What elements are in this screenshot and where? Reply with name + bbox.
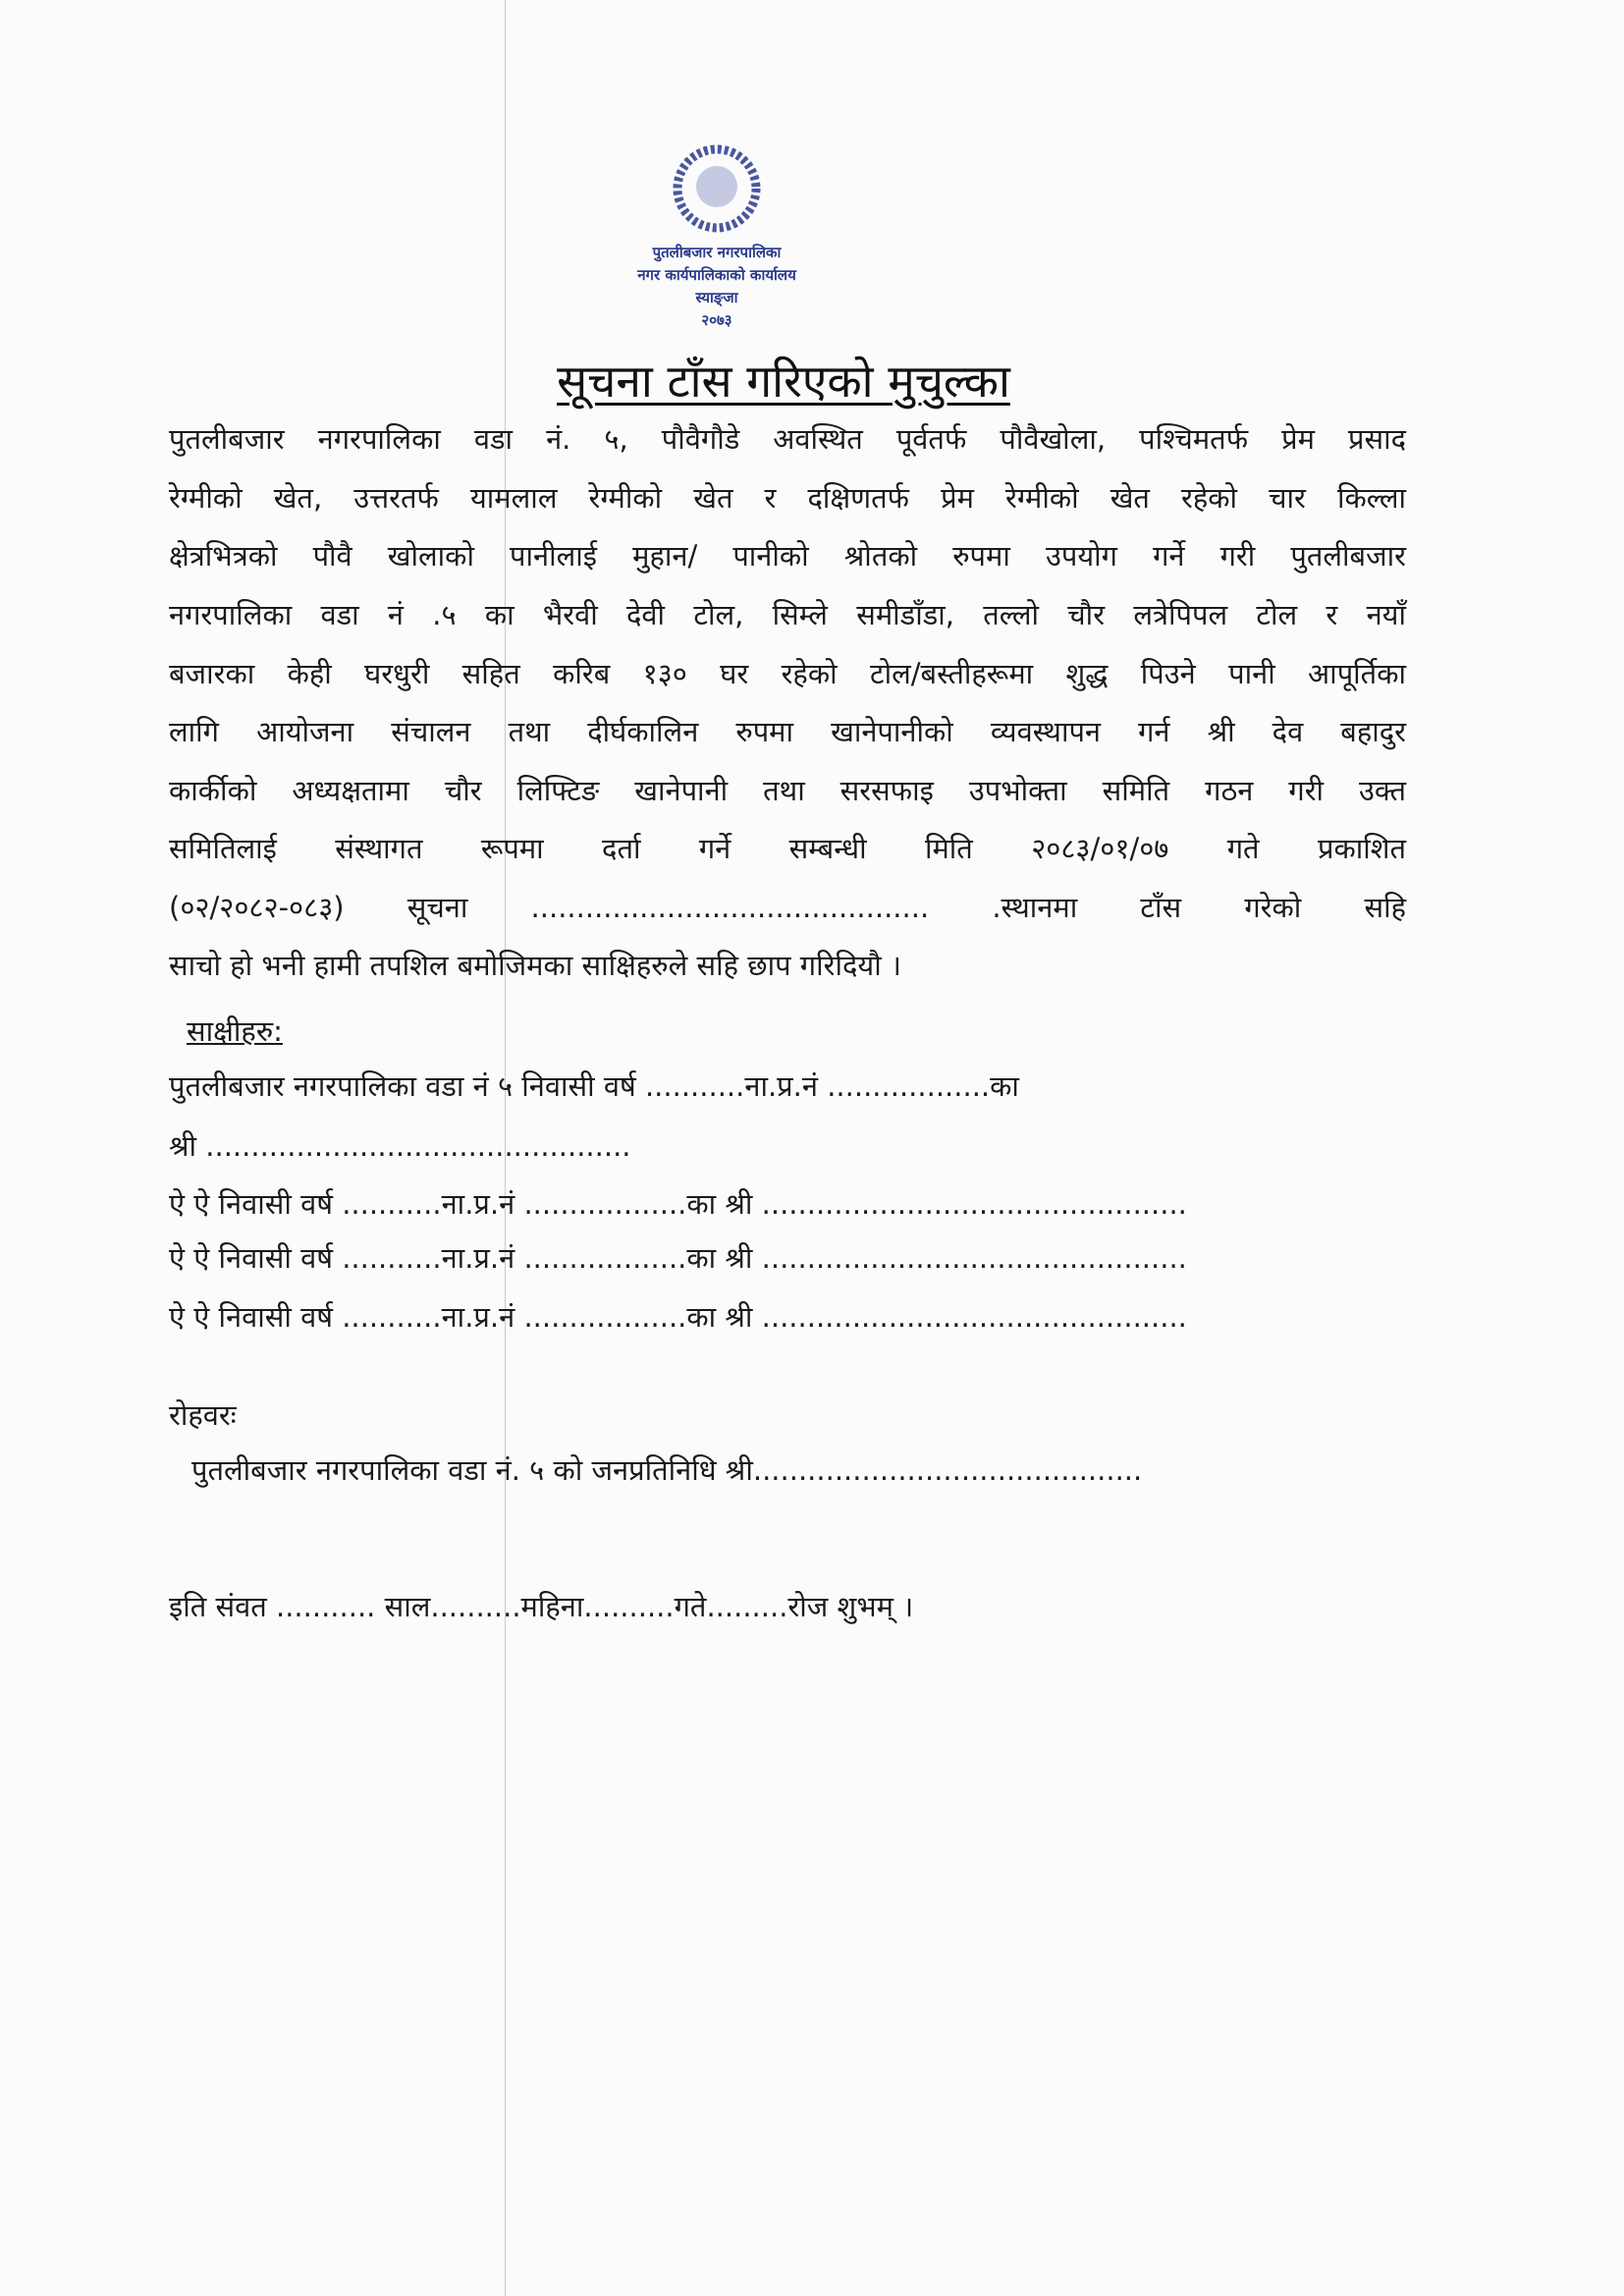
witness-row: ऐ ऐ निवासी वर्ष ...........ना.प्र.नं ..................का श्री ............................................... <box>169 1241 1187 1275</box>
witness-row: ऐ ऐ निवासी वर्ष ...........ना.प्र.नं ..................का श्री ............................................... <box>169 1300 1187 1334</box>
stamp-line1: पुतलीबजार नगरपालिका <box>652 244 782 261</box>
body-line: (०२/२०८२-०८३) सूचना ............................................ .स्थानमा टाँस गरेको सहि <box>169 891 1406 924</box>
witnesses-heading: साक्षीहरु: <box>187 1014 283 1048</box>
body-line: कार्कीको अध्यक्षतामा चौर लिफ्टिङ खानेपानी तथा सरसफाइ उपभोक्ता समिति गठन गरी उक्त <box>169 774 1406 807</box>
witness-line: श्री ............................................... <box>169 1129 631 1163</box>
body-line: पुतलीबजार नगरपालिका वडा नं. ५, पौवैगौडे अवस्थित पूर्वतर्फ पौवैखोला, पश्चिमतर्फ प्रेम प्रसाद <box>169 422 1406 456</box>
body-line: रेग्मीको खेत, उत्तरतर्फ यामलाल रेग्मीको खेत र दक्षिणतर्फ प्रेम रेग्मीको खेत रहेको चार किल्ला <box>169 481 1406 515</box>
witness-row: ऐ ऐ निवासी वर्ष ...........ना.प्र.नं ..................का श्री ............................................... <box>169 1187 1187 1221</box>
stamp-line4: २०७३ <box>701 311 732 329</box>
body-line: नगरपालिका वडा नं .५ का भैरवी देवी टोल, सिम्ले समीडाँडा, तल्लो चौर लत्रेपिपल टोल र नयाँ <box>169 598 1406 631</box>
stamp-line2: नगर कार्यपालिकाको कार्यालय <box>637 266 796 284</box>
rohawar-line: पुतलीबजार नगरपालिका वडा नं. ५ को जनप्रतिनिधि श्री........................................... <box>191 1453 1143 1487</box>
body-line: बजारका केही घरधुरी सहित करिब १३० घर रहेको टोल/बस्तीहरूमा शुद्ध पिउने पानी आपूर्तिका <box>169 657 1406 690</box>
municipality-stamp <box>589 137 844 344</box>
document-title: सूचना टाँस गरिएको मुचुल्का <box>557 355 1010 408</box>
witness-line: पुतलीबजार नगरपालिका वडा नं ५ निवासी वर्ष ...........ना.प्र.नं ..................का <box>169 1069 1019 1103</box>
closing-line: इति संवत ........... साल..........महिना..........गते.........रोज शुभम् । <box>169 1590 914 1623</box>
body-line: क्षेत्रभित्रको पौवै खोलाको पानीलाई मुहान/ पानीको श्रोतको रुपमा उपयोग गर्ने गरी पुतलीबजार <box>169 539 1406 573</box>
body-line: साचो हो भनी हामी तपशिल बमोजिमका साक्षिहरुले सहि छाप गरिदियौ । <box>169 949 901 982</box>
stamp-line3: स्याङ्जा <box>695 289 738 306</box>
body-line: समितिलाई संस्थागत रूपमा दर्ता गर्ने सम्बन्धी मिति २०८३/०१/०७ गते प्रकाशित <box>169 832 1406 865</box>
rohawar-heading: रोहवरः <box>169 1398 237 1432</box>
body-line: लागि आयोजना संचालन तथा दीर्घकालिन रुपमा खानेपानीको व्यवस्थापन गर्न श्री देव बहादुर <box>169 715 1406 748</box>
